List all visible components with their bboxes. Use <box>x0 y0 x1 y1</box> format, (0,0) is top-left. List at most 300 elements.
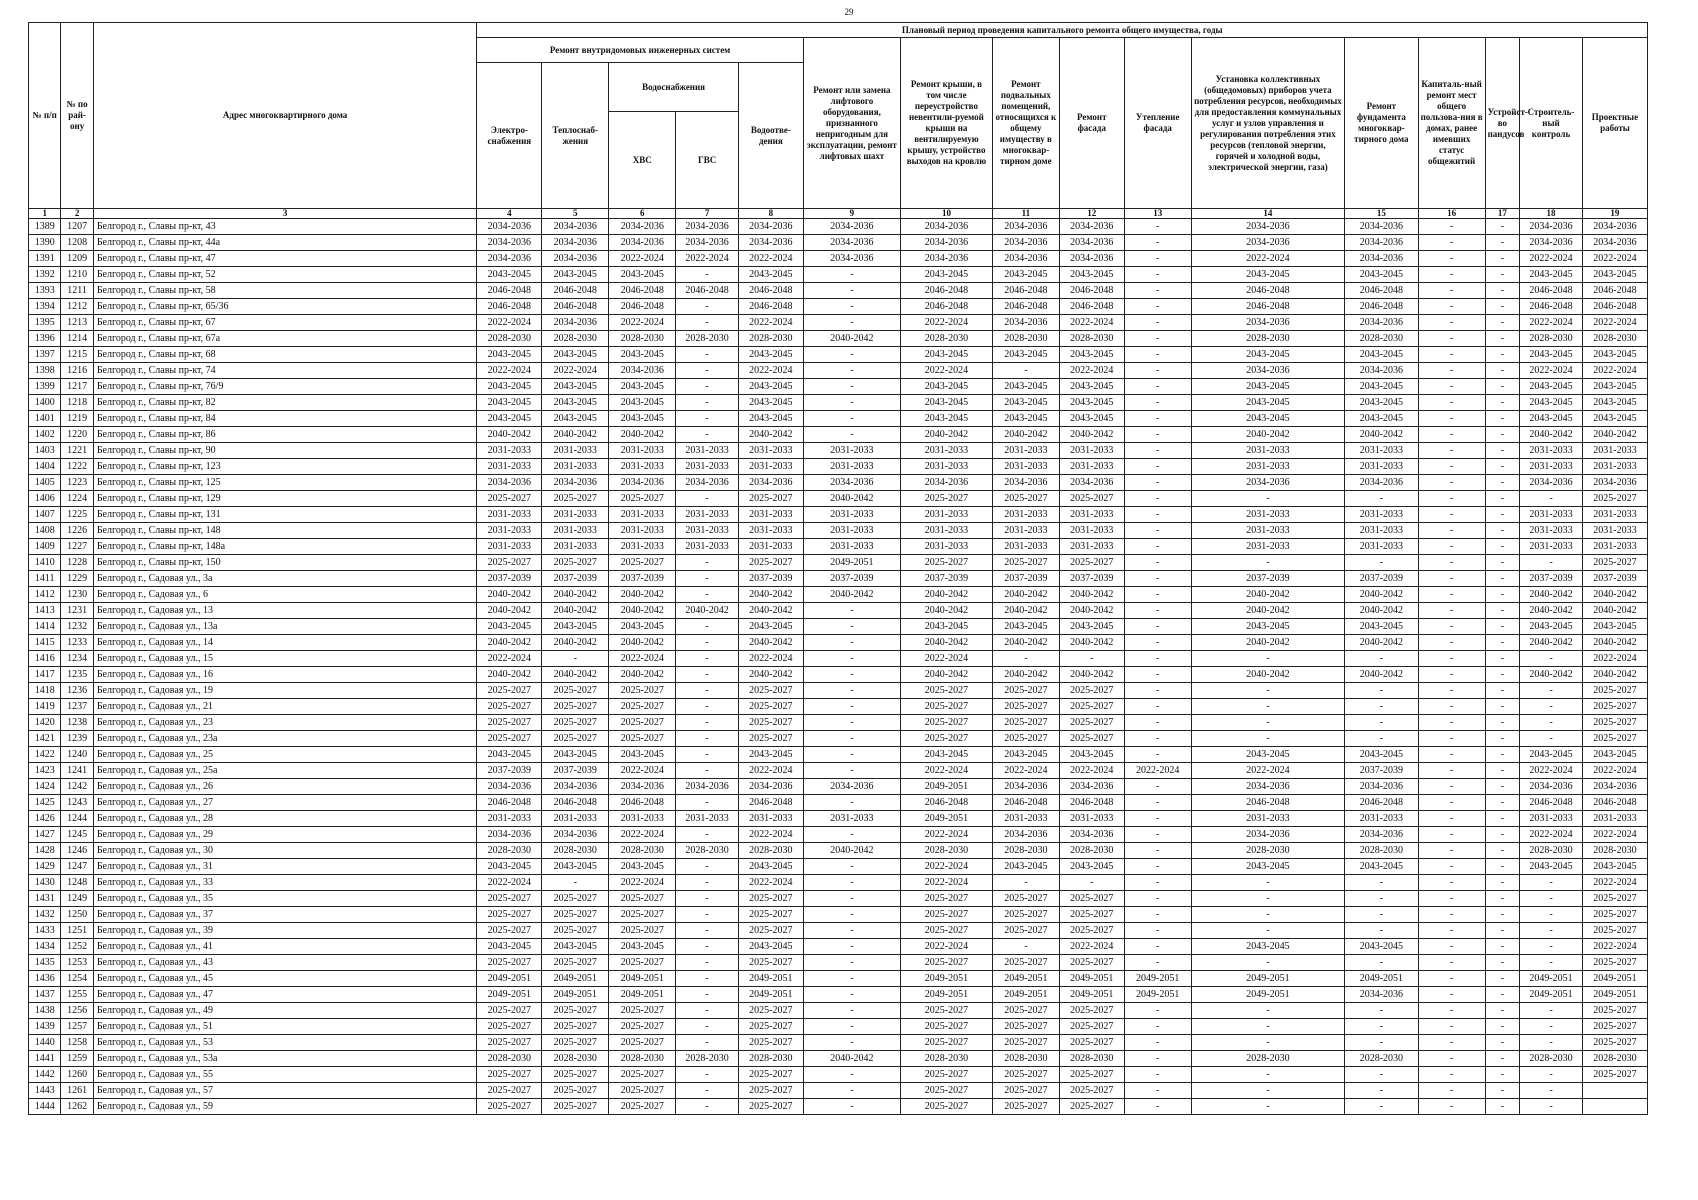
period-cell: 2025-2027 <box>738 923 803 939</box>
period-cell: 2043-2045 <box>542 859 609 875</box>
period-cell: - <box>992 363 1059 379</box>
address-cell: Белгород г., Садовая ул., 35 <box>93 891 477 907</box>
period-cell: - <box>1418 715 1485 731</box>
period-cell: - <box>1418 987 1485 1003</box>
period-cell: 2043-2045 <box>992 347 1059 363</box>
period-cell: 2034-2036 <box>609 363 676 379</box>
period-cell: 2025-2027 <box>609 891 676 907</box>
period-cell: - <box>1485 395 1520 411</box>
table-row <box>29 795 1648 811</box>
period-cell: - <box>1191 1099 1344 1115</box>
period-cell: 2043-2045 <box>542 379 609 395</box>
period-cell: 2031-2033 <box>803 507 900 523</box>
period-cell: 2022-2024 <box>1520 763 1583 779</box>
period-cell: 2037-2039 <box>738 571 803 587</box>
period-cell: - <box>1124 811 1191 827</box>
table-row <box>29 667 1648 683</box>
period-cell: 2022-2024 <box>1191 251 1344 267</box>
period-cell: - <box>1418 859 1485 875</box>
period-cell: 2043-2045 <box>901 619 993 635</box>
row-number: 1407 <box>29 507 61 523</box>
period-cell: 2025-2027 <box>542 715 609 731</box>
period-cell: 2043-2045 <box>1345 347 1418 363</box>
table-row <box>29 347 1648 363</box>
period-cell: - <box>1485 443 1520 459</box>
period-cell: 2046-2048 <box>609 299 676 315</box>
row-number: 1393 <box>29 283 61 299</box>
period-cell: 2028-2030 <box>1345 843 1418 859</box>
period-cell: 2040-2042 <box>1345 587 1418 603</box>
period-cell: 2025-2027 <box>542 1067 609 1083</box>
period-cell: 2025-2027 <box>542 1099 609 1115</box>
period-cell: - <box>1124 667 1191 683</box>
period-cell: 2025-2027 <box>477 955 542 971</box>
period-cell: 2043-2045 <box>1191 347 1344 363</box>
address-cell: Белгород г., Славы пр-кт, 65/36 <box>93 299 477 315</box>
period-cell: - <box>803 747 900 763</box>
period-cell: 2031-2033 <box>542 507 609 523</box>
period-cell: - <box>1485 779 1520 795</box>
period-cell: 2043-2045 <box>1520 379 1583 395</box>
period-cell: - <box>803 1099 900 1115</box>
district-number: 1226 <box>61 523 93 539</box>
period-cell: - <box>1418 763 1485 779</box>
address-cell: Белгород г., Славы пр-кт, 131 <box>93 507 477 523</box>
period-cell: 2031-2033 <box>992 523 1059 539</box>
table-row <box>29 379 1648 395</box>
period-cell: - <box>803 299 900 315</box>
period-cell: 2034-2036 <box>803 219 900 235</box>
period-cell: - <box>1418 1067 1485 1083</box>
header-water-supply: Водоснабжения <box>609 63 739 112</box>
period-cell: 2037-2039 <box>1345 571 1418 587</box>
row-number: 1397 <box>29 347 61 363</box>
period-cell: 2043-2045 <box>1345 939 1418 955</box>
district-number: 1231 <box>61 603 93 619</box>
period-cell: 2031-2033 <box>609 539 676 555</box>
district-number: 1250 <box>61 907 93 923</box>
row-number: 1415 <box>29 635 61 651</box>
period-cell: 2034-2036 <box>1059 219 1124 235</box>
header-roof: Ремонт крыши, в том числе переустройство невентили-руемой крыши на вентилируемую крышу, устройство выходов на кровлю <box>901 38 993 209</box>
period-cell: 2025-2027 <box>738 1003 803 1019</box>
period-cell: - <box>1418 267 1485 283</box>
address-cell: Белгород г., Садовая ул., 13а <box>93 619 477 635</box>
period-cell: 2043-2045 <box>738 939 803 955</box>
header-foundation: Ремонт фундамента многоквар-тирного дома <box>1345 38 1418 209</box>
period-cell: 2025-2027 <box>1059 491 1124 507</box>
period-cell: 2040-2042 <box>901 667 993 683</box>
period-cell: 2049-2051 <box>1520 971 1583 987</box>
period-cell: 2031-2033 <box>609 811 676 827</box>
period-cell: 2025-2027 <box>992 1067 1059 1083</box>
period-cell: 2025-2027 <box>992 555 1059 571</box>
period-cell: 2031-2033 <box>1059 443 1124 459</box>
address-cell: Белгород г., Славы пр-кт, 67а <box>93 331 477 347</box>
period-cell: - <box>803 603 900 619</box>
period-cell: 2046-2048 <box>1191 299 1344 315</box>
period-cell: 2043-2045 <box>992 859 1059 875</box>
period-cell: 2034-2036 <box>609 219 676 235</box>
period-cell: - <box>1418 347 1485 363</box>
period-cell: 2025-2027 <box>992 715 1059 731</box>
table-row <box>29 507 1648 523</box>
period-cell: - <box>992 875 1059 891</box>
period-cell: 2040-2042 <box>992 587 1059 603</box>
period-cell: 2040-2042 <box>1059 667 1124 683</box>
period-cell: - <box>803 827 900 843</box>
period-cell: - <box>1124 1067 1191 1083</box>
period-cell: 2049-2051 <box>1191 971 1344 987</box>
period-cell: 2037-2039 <box>1582 571 1647 587</box>
period-cell: - <box>1124 779 1191 795</box>
table-row <box>29 875 1648 891</box>
period-cell: - <box>676 619 739 635</box>
period-cell: 2043-2045 <box>477 859 542 875</box>
period-cell: - <box>1124 715 1191 731</box>
period-cell: - <box>1124 491 1191 507</box>
period-cell: 2034-2036 <box>1345 987 1418 1003</box>
period-cell: 2049-2051 <box>803 555 900 571</box>
period-cell: - <box>1418 939 1485 955</box>
period-cell: 2034-2036 <box>901 475 993 491</box>
period-cell: 2049-2051 <box>738 987 803 1003</box>
period-cell: - <box>1418 1083 1485 1099</box>
district-number: 1254 <box>61 971 93 987</box>
period-cell: 2025-2027 <box>901 715 993 731</box>
period-cell: 2034-2036 <box>738 779 803 795</box>
period-cell: - <box>1418 619 1485 635</box>
period-cell: 2028-2030 <box>1059 331 1124 347</box>
period-cell: 2025-2027 <box>901 555 993 571</box>
period-cell: 2043-2045 <box>609 395 676 411</box>
address-cell: Белгород г., Славы пр-кт, 82 <box>93 395 477 411</box>
district-number: 1248 <box>61 875 93 891</box>
period-cell: 2025-2027 <box>901 891 993 907</box>
period-cell: - <box>1485 955 1520 971</box>
period-cell: 2028-2030 <box>992 331 1059 347</box>
period-cell: - <box>1124 331 1191 347</box>
row-number: 1421 <box>29 731 61 747</box>
period-cell: 2031-2033 <box>803 443 900 459</box>
table-row <box>29 1003 1648 1019</box>
period-cell: 2028-2030 <box>1191 843 1344 859</box>
period-cell: 2022-2024 <box>1124 763 1191 779</box>
address-cell: Белгород г., Славы пр-кт, 58 <box>93 283 477 299</box>
period-cell: 2049-2051 <box>542 987 609 1003</box>
district-number: 1236 <box>61 683 93 699</box>
period-cell: - <box>803 859 900 875</box>
column-number: 17 <box>1485 209 1520 219</box>
period-cell: 2025-2027 <box>738 891 803 907</box>
period-cell: 2040-2042 <box>1191 427 1344 443</box>
period-cell: 2031-2033 <box>1582 811 1647 827</box>
period-cell: 2034-2036 <box>1520 779 1583 795</box>
period-cell: - <box>676 715 739 731</box>
address-cell: Белгород г., Садовая ул., 59 <box>93 1099 477 1115</box>
header-ramps: Устройст-во пандусов <box>1485 38 1520 209</box>
period-cell: 2025-2027 <box>542 907 609 923</box>
period-cell: 2034-2036 <box>542 219 609 235</box>
period-cell: 2040-2042 <box>1520 635 1583 651</box>
period-cell: - <box>1345 891 1418 907</box>
column-number: 7 <box>676 209 739 219</box>
district-number: 1219 <box>61 411 93 427</box>
period-cell: - <box>1191 555 1344 571</box>
period-cell: 2031-2033 <box>901 539 993 555</box>
period-cell: - <box>1418 923 1485 939</box>
period-cell: - <box>1418 523 1485 539</box>
column-number: 10 <box>901 209 993 219</box>
period-cell: 2046-2048 <box>992 283 1059 299</box>
district-number: 1253 <box>61 955 93 971</box>
period-cell: 2028-2030 <box>542 843 609 859</box>
period-cell: 2031-2033 <box>1191 523 1344 539</box>
period-cell: 2049-2051 <box>1520 987 1583 1003</box>
period-cell: 2031-2033 <box>1520 443 1583 459</box>
period-cell: 2046-2048 <box>1059 795 1124 811</box>
period-cell: 2043-2045 <box>1345 619 1418 635</box>
row-number: 1400 <box>29 395 61 411</box>
period-cell: - <box>676 555 739 571</box>
row-number: 1418 <box>29 683 61 699</box>
period-cell: - <box>1124 315 1191 331</box>
district-number: 1210 <box>61 267 93 283</box>
period-cell: 2031-2033 <box>1345 539 1418 555</box>
period-cell: 2043-2045 <box>1059 411 1124 427</box>
period-cell: - <box>1124 459 1191 475</box>
table-row <box>29 699 1648 715</box>
period-cell: - <box>1418 459 1485 475</box>
row-number: 1390 <box>29 235 61 251</box>
period-cell: - <box>1191 875 1344 891</box>
period-cell: 2043-2045 <box>542 267 609 283</box>
period-cell: 2049-2051 <box>1345 971 1418 987</box>
period-cell: - <box>1418 667 1485 683</box>
period-cell: 2043-2045 <box>738 747 803 763</box>
period-cell: 2031-2033 <box>609 507 676 523</box>
period-cell: - <box>1345 1003 1418 1019</box>
period-cell: 2031-2033 <box>676 459 739 475</box>
period-cell: 2025-2027 <box>609 715 676 731</box>
period-cell: 2025-2027 <box>992 1099 1059 1115</box>
period-cell: 2040-2042 <box>803 491 900 507</box>
period-cell: 2043-2045 <box>1520 395 1583 411</box>
district-number: 1216 <box>61 363 93 379</box>
period-cell: 2043-2045 <box>992 395 1059 411</box>
row-number: 1443 <box>29 1083 61 1099</box>
period-cell: - <box>1418 971 1485 987</box>
period-cell: 2034-2036 <box>1191 219 1344 235</box>
period-cell: 2025-2027 <box>609 555 676 571</box>
period-cell: 2031-2033 <box>1345 811 1418 827</box>
period-cell: 2031-2033 <box>992 811 1059 827</box>
period-cell: 2049-2051 <box>1059 971 1124 987</box>
period-cell: 2031-2033 <box>992 539 1059 555</box>
address-cell: Белгород г., Садовая ул., 13 <box>93 603 477 619</box>
period-cell: 2022-2024 <box>477 651 542 667</box>
period-cell: 2031-2033 <box>1520 539 1583 555</box>
period-cell: 2025-2027 <box>738 1083 803 1099</box>
row-number: 1391 <box>29 251 61 267</box>
period-cell: 2037-2039 <box>803 571 900 587</box>
period-cell: 2022-2024 <box>738 251 803 267</box>
table-row <box>29 523 1648 539</box>
period-cell: 2043-2045 <box>609 379 676 395</box>
period-cell: 2034-2036 <box>1059 251 1124 267</box>
period-cell: 2031-2033 <box>803 459 900 475</box>
period-cell: 2025-2027 <box>1582 491 1647 507</box>
period-cell: - <box>1485 1083 1520 1099</box>
period-cell: 2025-2027 <box>738 1019 803 1035</box>
period-cell: 2031-2033 <box>1191 539 1344 555</box>
period-cell: - <box>1520 491 1583 507</box>
period-cell: - <box>1191 1035 1344 1051</box>
period-cell: - <box>1124 555 1191 571</box>
period-cell: 2049-2051 <box>901 971 993 987</box>
district-number: 1257 <box>61 1019 93 1035</box>
period-cell: 2022-2024 <box>901 363 993 379</box>
period-cell: - <box>1418 955 1485 971</box>
period-cell: - <box>1418 635 1485 651</box>
period-cell: 2034-2036 <box>992 827 1059 843</box>
address-cell: Белгород г., Садовая ул., 15 <box>93 651 477 667</box>
period-cell: - <box>1124 1083 1191 1099</box>
row-number: 1409 <box>29 539 61 555</box>
period-cell: - <box>1520 699 1583 715</box>
period-cell: - <box>1124 363 1191 379</box>
period-cell: 2025-2027 <box>542 1019 609 1035</box>
period-cell: - <box>1485 1067 1520 1083</box>
period-cell: 2025-2027 <box>477 923 542 939</box>
period-cell: 2043-2045 <box>1191 859 1344 875</box>
period-cell: - <box>1418 651 1485 667</box>
period-cell: 2028-2030 <box>1520 331 1583 347</box>
period-cell: 2034-2036 <box>1520 219 1583 235</box>
table-row <box>29 827 1648 843</box>
period-cell: 2031-2033 <box>901 459 993 475</box>
period-cell: - <box>1124 843 1191 859</box>
period-cell: 2025-2027 <box>1582 715 1647 731</box>
row-number: 1435 <box>29 955 61 971</box>
period-cell: 2025-2027 <box>738 1099 803 1115</box>
period-cell: 2034-2036 <box>1345 235 1418 251</box>
period-cell: 2034-2036 <box>1582 219 1647 235</box>
row-number: 1438 <box>29 1003 61 1019</box>
address-cell: Белгород г., Садовая ул., 27 <box>93 795 477 811</box>
period-cell: - <box>1191 923 1344 939</box>
period-cell: 2025-2027 <box>477 683 542 699</box>
district-number: 1239 <box>61 731 93 747</box>
period-cell: - <box>1418 251 1485 267</box>
period-cell: - <box>676 587 739 603</box>
period-cell: 2034-2036 <box>609 475 676 491</box>
period-cell: 2040-2042 <box>1345 603 1418 619</box>
row-number: 1420 <box>29 715 61 731</box>
period-cell: 2034-2036 <box>477 827 542 843</box>
table-row <box>29 251 1648 267</box>
table-row <box>29 555 1648 571</box>
period-cell: - <box>1124 571 1191 587</box>
page-number: 29 <box>844 7 854 17</box>
period-cell: - <box>1124 907 1191 923</box>
district-number: 1232 <box>61 619 93 635</box>
district-number: 1256 <box>61 1003 93 1019</box>
period-cell: - <box>1418 411 1485 427</box>
period-cell: - <box>676 315 739 331</box>
address-cell: Белгород г., Славы пр-кт, 52 <box>93 267 477 283</box>
period-cell: - <box>1124 267 1191 283</box>
period-cell: 2022-2024 <box>738 363 803 379</box>
period-cell: 2046-2048 <box>542 283 609 299</box>
period-cell: 2022-2024 <box>609 827 676 843</box>
period-cell: - <box>803 731 900 747</box>
period-cell: 2040-2042 <box>738 427 803 443</box>
period-cell: 2031-2033 <box>477 507 542 523</box>
column-number: 6 <box>609 209 676 219</box>
period-cell: - <box>1418 315 1485 331</box>
period-cell: 2040-2042 <box>803 843 900 859</box>
header-district-no: № по рай-ону <box>61 23 93 209</box>
period-cell: 2025-2027 <box>609 1035 676 1051</box>
period-cell: 2031-2033 <box>676 539 739 555</box>
column-number: 19 <box>1582 209 1647 219</box>
district-number: 1213 <box>61 315 93 331</box>
period-cell: - <box>1191 1067 1344 1083</box>
period-cell: - <box>1520 1003 1583 1019</box>
address-cell: Белгород г., Садовая ул., 31 <box>93 859 477 875</box>
period-cell: 2034-2036 <box>477 219 542 235</box>
period-cell: 2046-2048 <box>1520 283 1583 299</box>
period-cell: 2022-2024 <box>1582 315 1647 331</box>
period-cell: 2025-2027 <box>477 1019 542 1035</box>
row-number: 1440 <box>29 1035 61 1051</box>
period-cell: 2022-2024 <box>477 363 542 379</box>
period-cell: 2028-2030 <box>1582 1051 1647 1067</box>
period-cell: - <box>676 1067 739 1083</box>
period-cell: 2031-2033 <box>542 459 609 475</box>
district-number: 1259 <box>61 1051 93 1067</box>
table-row <box>29 1051 1648 1067</box>
period-cell: 2025-2027 <box>901 699 993 715</box>
period-cell: 2031-2033 <box>542 811 609 827</box>
column-number: 9 <box>803 209 900 219</box>
district-number: 1228 <box>61 555 93 571</box>
period-cell: 2025-2027 <box>1059 555 1124 571</box>
table-row <box>29 603 1648 619</box>
address-cell: Белгород г., Садовая ул., 45 <box>93 971 477 987</box>
period-cell: 2037-2039 <box>542 763 609 779</box>
period-cell: 2043-2045 <box>1345 379 1418 395</box>
row-number: 1434 <box>29 939 61 955</box>
period-cell: - <box>1124 1035 1191 1051</box>
address-cell: Белгород г., Садовая ул., 25а <box>93 763 477 779</box>
address-cell: Белгород г., Славы пр-кт, 74 <box>93 363 477 379</box>
period-cell: - <box>1124 475 1191 491</box>
period-cell: 2025-2027 <box>1582 731 1647 747</box>
address-cell: Белгород г., Садовая ул., 14 <box>93 635 477 651</box>
period-cell: - <box>1418 1019 1485 1035</box>
period-cell: - <box>1418 1003 1485 1019</box>
period-cell: 2043-2045 <box>901 267 993 283</box>
period-cell: 2040-2042 <box>1191 587 1344 603</box>
period-cell: 2025-2027 <box>992 683 1059 699</box>
period-cell: 2034-2036 <box>992 779 1059 795</box>
period-cell: 2025-2027 <box>609 1083 676 1099</box>
period-cell: 2022-2024 <box>1582 939 1647 955</box>
period-cell: 2040-2042 <box>542 587 609 603</box>
period-cell: 2034-2036 <box>1345 779 1418 795</box>
